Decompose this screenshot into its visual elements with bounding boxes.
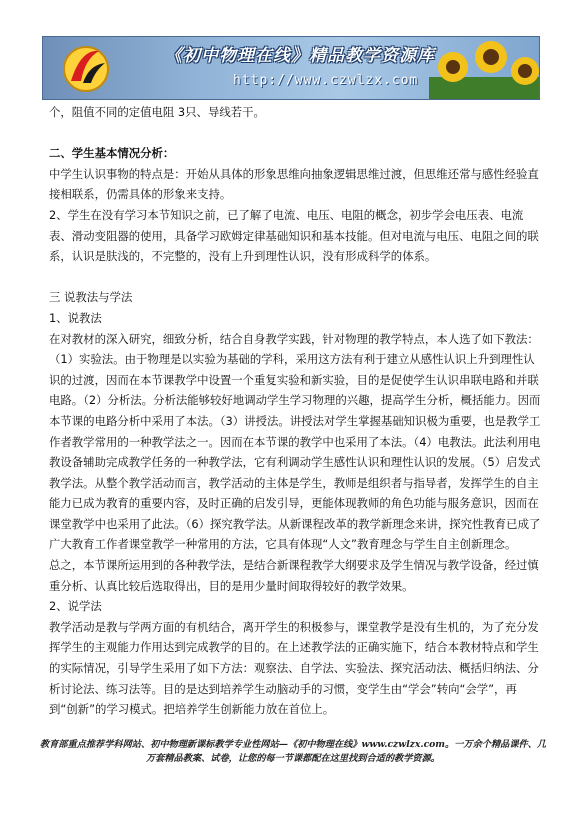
spacer — [49, 267, 545, 288]
header-banner — [42, 36, 540, 100]
footer-note: 教育部重点推荐学科网站、初中物理新课标教学专业性网站—《初中物理在线》www.czwlzx.com。一万余个精品课件、几万套精品教案、试卷，让您的每一节课都配在这里找到合适的教学资源。 — [39, 739, 547, 764]
banner-title: 《初中物理在线》精品教学资源库 — [165, 46, 435, 66]
paragraph-methods-summary: 总之，本节课所运用到的各种教学法，是结合新课程教学大纲要求及学生情况与教学设备，经过慎重分析、认真比较后选取得出，目的是用少量时间取得较好的教学效果。 — [49, 558, 539, 593]
paragraph-learning-methods: 教学活动是教与学两方面的有机结合，离开学生的积极参与，课堂教学是没有生机的，为了充分发挥学生的主观能力作用达到完成教学的目的。在上述教学法的正确实施下，结合本教材特点和学生的实际情况，引导学生采用了如下方法：观察法、自学法、实验法、探究活动法、概括归纳法、分析讨论法、练习法等。目的是达到培养学生动脑动手的习惯，变学生由“学会”转向“会学”，再到“创新”的学习模式。把培养学生创新能力放在首位上。 — [49, 619, 539, 717]
heading-methods: 三 说教法与学法 — [49, 290, 133, 305]
heading-student-analysis: 二、学生基本情况分析： — [49, 146, 175, 161]
paragraph-teaching-methods: 在对教材的深入研究，细致分析，结合自身教学实践，针对物理的教学特点，本人选了如下教法：（1）实验法。由于物理是以实验为基础的学科，采用这方法有利于建立从感性认识上升到理性认识的过渡，因而在本节课教学中设置一个重复实验和新实验，目的是促使学生认识串联电路和并联电路。（2）分析法。分析法能够较好地调动学生学习物理的兴趣，提高学生分析，概括能力。因而本节课的电路分析中采用了本法。（3）讲授法。讲授法对学生掌握基础知识极为重要，也是教学工作者教学常用的一种教学法之一。因而在本节课的教学中也采用了本法。（4）电教法。此法利用电教设备辅助完成教学任务的一种教学法，它有利调动学生感性认识和理性认识的发展。（5）启发式教学法。从整个教学活动而言，教学活动的主体是学生，教师是组织者与指导者，发挥学生的自主能力已成为教育的重要内容，及时正确的启发引导，更能体现教师的角色功能与服务意识，因而在课堂教学中也采用了此法。（6）探究教学法。从新课程改革的教学新理念来讲，探究性教育已成了广大教育工作者课堂教学一种常用的方法，它具有体现“人文”教育理念与学生自主创新理念。 — [49, 331, 541, 552]
subheading-learning-methods: 2、说学法 — [49, 599, 102, 614]
site-logo-icon — [59, 41, 113, 95]
banner-url: http://www.czwlzx.com — [233, 73, 419, 88]
paragraph-materials-tail: 个，阻值不同的定值电阻 3只、导线若干。 — [49, 105, 265, 119]
spacer — [49, 123, 545, 144]
subheading-teaching-methods: 1、说教法 — [49, 310, 102, 325]
paragraph-student-thinking: 中学生认识事物的特点是：开始从具体的形象思维向抽象逻辑思维过渡，但思维还常与感性经验直接相联系，仍需具体的形象来支持。 — [49, 166, 539, 202]
paragraph-student-prior-knowledge: 2、学生在没有学习本节知识之前，已了解了电流、电压、电阻的概念，初步学会电压表、电流表、滑动变阻器的使用，具备学习欧姆定律基础知识和基本技能。但对电流与电压、电阻之间的联系，认识是肤浅的，不完整的，没有上升到理性认识，没有形成科学的体系。 — [49, 207, 539, 264]
sunflower-decoration-icon — [429, 37, 539, 99]
document-body — [49, 102, 545, 720]
